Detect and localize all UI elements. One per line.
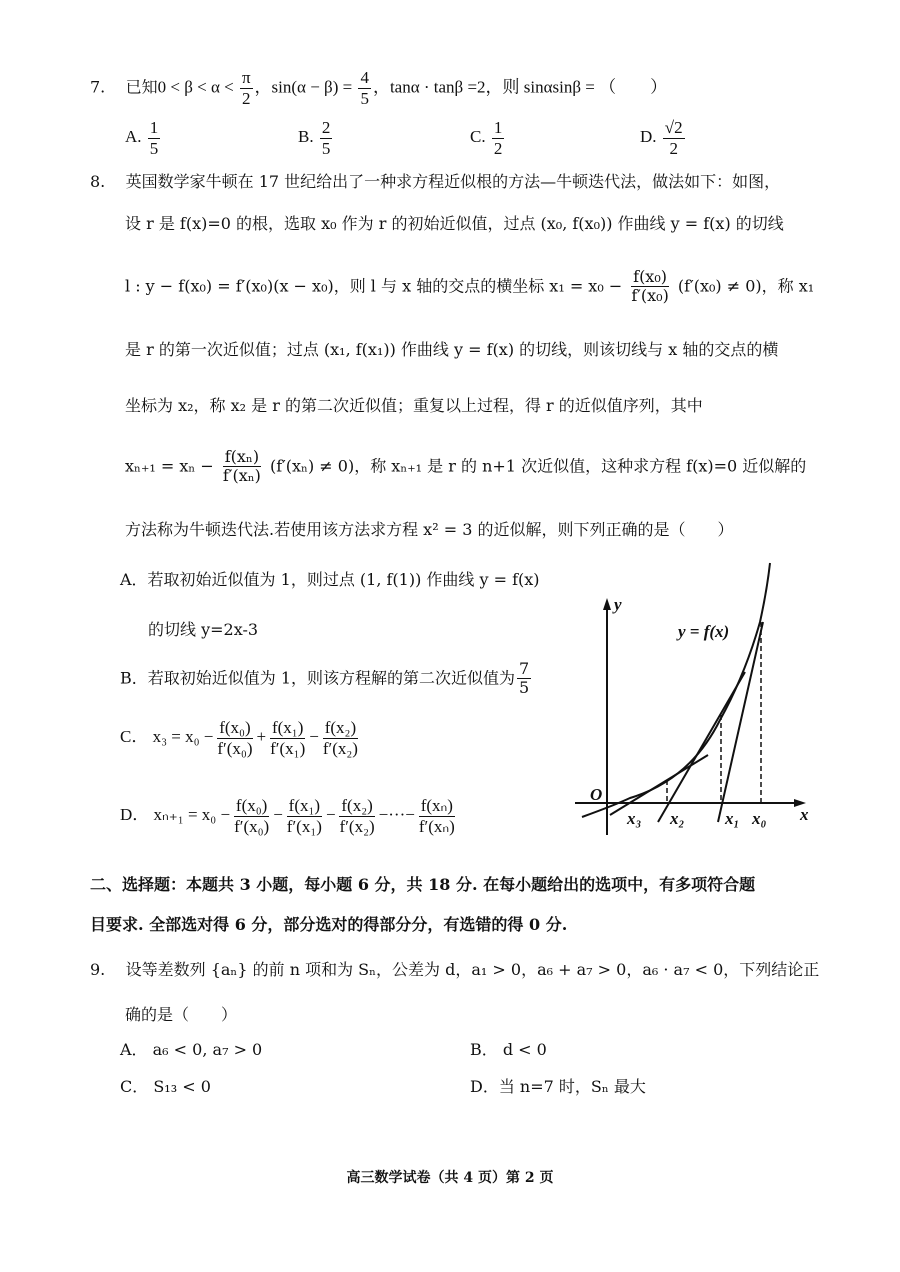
q7-option-c: C. $\frac{1}{2}$ [470, 118, 503, 158]
q8-option-a: A．若取初始近似值为 1，则过点 (1, f(1)) 作曲线 y = f(x) [120, 570, 540, 589]
q8-option-c: C． x₃ = x₀ − $\frac{\text{f(x₀)}}{\text{f′(x₀)}}$ + $\frac{\text{f(x₁)}}{\text{f′(x₁)}}$ − $\frac{\text{f(x₂)}}{\text{f′(x₂)}}$ [120, 718, 358, 758]
q9-option-a: A． a₆ < 0, a₇ > 0 [120, 1040, 263, 1059]
x2-label: x₂ [670, 809, 685, 828]
curve [582, 563, 770, 817]
newton-figure [570, 560, 820, 840]
q9-stem-cont: 确的是（ ） [125, 1005, 238, 1024]
q8-option-d: D． xₙ₊₁ = x₀ − $\frac{\text{f(x₀)}}{\text{f′(x₀)}}$ − $\frac{\text{f(x₁)}}{\text{f′(x₁)}}$ − $\frac{\text{f(x₂)}}{\text{f′(x₂)}}$ −···− $\frac{\text{f(xₙ)}}{\text{f′(xₙ)}}$ [120, 796, 455, 836]
q9-option-b: B． d < 0 [470, 1040, 547, 1059]
tangent-1 [718, 622, 763, 822]
y-axis-label: y [614, 595, 622, 614]
q8-line4: 是 r 的第一次近似值；过点 (x₁, f(x₁)) 作曲线 y = f(x) 的切线，则该切线与 x 轴的交点的横 [125, 340, 779, 359]
q8-line6: xₙ₊₁ = xₙ − $\frac{\text{f(xₙ)}}{\text{f′(xₙ)}}$ (f′(xₙ) ≠ 0)，称 xₙ₊₁ 是 r 的 n+1 次近似值，这种求方程 f(x)=0 近似解的 [125, 447, 807, 486]
q7-option-b: B. $\frac{2}{5}$ [298, 118, 331, 158]
q8-option-a-cont: 的切线 y=2x-3 [148, 620, 259, 639]
q8-line7: 方法称为牛顿迭代法.若使用该方法求方程 x² = 3 的近似解，则下列正确的是（ ） [125, 520, 734, 539]
x3-label: x₃ [627, 809, 642, 828]
x1-label: x₁ [725, 809, 740, 828]
section2-line2: 目要求. 全部选对得 6 分，部分选对的得部分分，有选错的得 0 分. [90, 915, 568, 934]
origin-label: O [590, 785, 603, 804]
q7-option-a: A. $\frac{1}{5}$ [125, 118, 159, 158]
q7-option-d: D. $\frac{√2}{2}$ [640, 118, 683, 158]
tangent-2 [658, 672, 745, 822]
q8-line5: 坐标为 x₂，称 x₂ 是 r 的第二次近似值；重复以上过程，得 r 的近似值序列，其中 [125, 396, 703, 415]
q8-line2: 设 r 是 f(x)=0 的根，选取 x₀ 作为 r 的初始近似值，过点 (x₀, f(x₀)) 作曲线 y = f(x) 的切线 [125, 214, 784, 233]
tangent-3 [610, 755, 708, 815]
q8-option-b: B．若取初始近似值为 1，则该方程解的第二次近似值为 $\frac{7}{5}$ [120, 659, 530, 698]
q8-line1: 8. 英国数学家牛顿在 17 世纪给出了一种求方程近似根的方法—牛顿迭代法，做法如下：如图， [90, 172, 781, 191]
q7-stem: 7. 已知0 < β < α < $\frac{\pi}{2}$ ，sin(α − β) = $\frac{4}{5}$ ，tanα · tanβ =2，则 sinαsinβ = （ ） [90, 68, 668, 108]
page-footer: 高三数学试卷（共 4 页）第 2 页 [346, 1170, 554, 1186]
x0-label: x₀ [752, 809, 767, 828]
q9-option-c: C． S₁₃ < 0 [120, 1077, 211, 1096]
x-axis-label: x [800, 805, 809, 824]
section2-line1: 二、选择题：本题共 3 小题，每小题 6 分，共 18 分. 在每小题给出的选项中，有多项符合题 [90, 875, 756, 894]
curve-label: y = f(x) [678, 622, 730, 641]
q9-option-d: D．当 n=7 时，Sₙ 最大 [470, 1077, 646, 1096]
q9-stem: 9. 设等差数列 {aₙ} 的前 n 项和为 Sₙ，公差为 d，a₁ > 0，a₆ + a₇ > 0，a₆ · a₇ < 0，下列结论正 [90, 960, 820, 979]
q8-line3: l : y − f(x₀) = f′(x₀)(x − x₀)，则 l 与 x 轴的交点的横坐标 x₁ = x₀ − $\frac{\text{f(x₀)}}{\text{f′(x₀)}}$ (f′(x₀) ≠ 0)，称 x₁ [125, 267, 815, 306]
